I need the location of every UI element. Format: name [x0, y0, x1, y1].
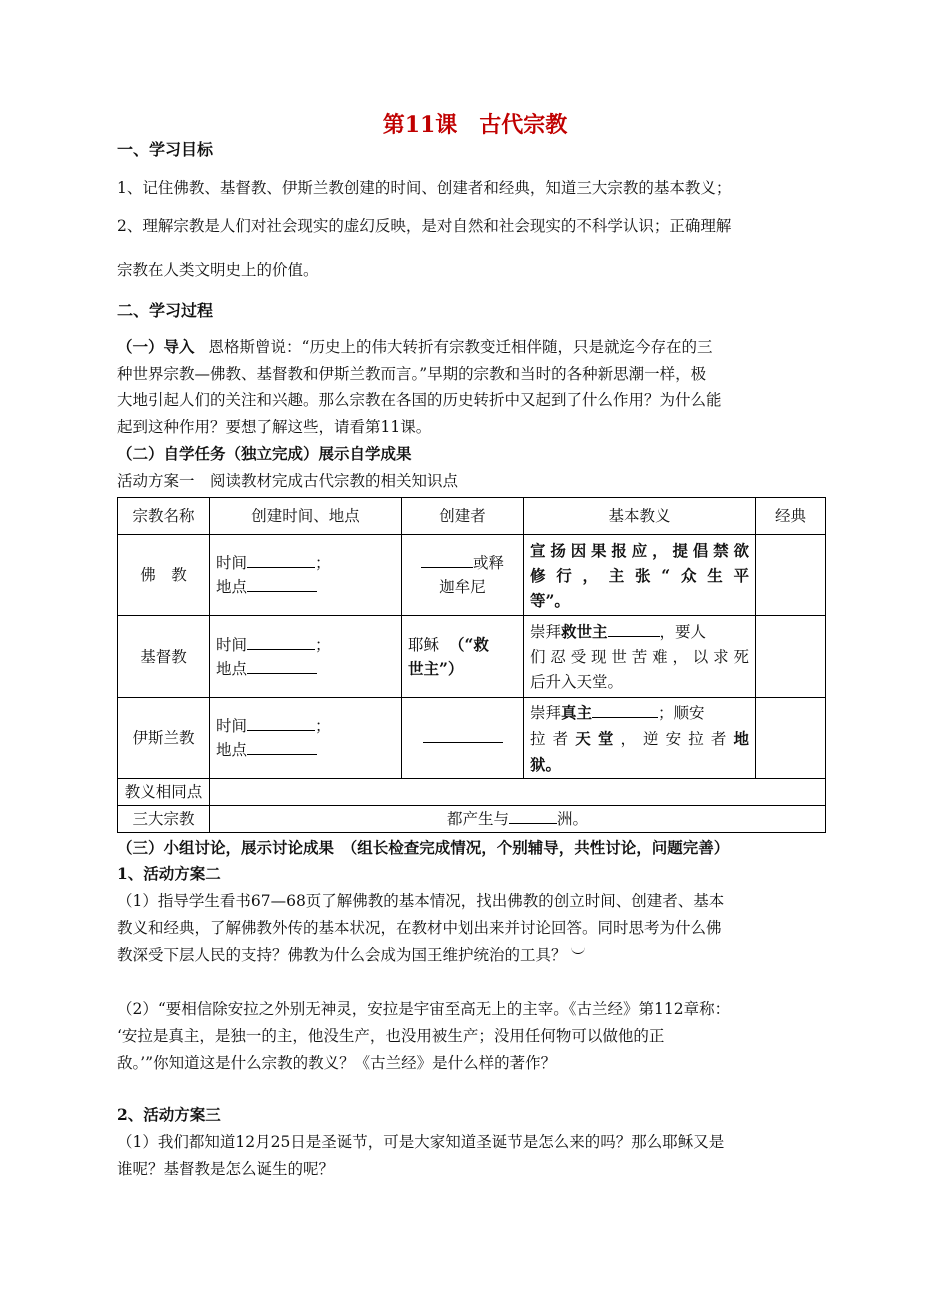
scripture-buddhism[interactable] [756, 535, 826, 616]
task-heading: （二）自学任务（独立完成）展示自学成果 [117, 444, 412, 463]
intro-line-2: 种世界宗教—佛教、基督教和伊斯兰教而言。”早期的宗教和当时的各种新思潮一样，极 [117, 365, 707, 383]
goal-item-2-line2: 宗教在人类文明史上的价值。 [117, 261, 319, 279]
founder-islam [402, 698, 524, 779]
time-label: 时间 [216, 554, 248, 572]
goal-item-2-line1: 2、理解宗教是人们对社会现实的虚幻反映，是对自然和社会现实的不科学认识；正确理解 [117, 217, 732, 235]
religion-name-buddhism: 佛 教 [118, 535, 210, 616]
activity-3-heading: 2、活动方案三 [117, 1105, 221, 1124]
scripture-islam[interactable] [756, 698, 826, 779]
religion-table [117, 497, 826, 833]
q1-line-3: 教深受下层人民的支持？佛教为什么会成为国王维护统治的工具？ [117, 945, 585, 965]
table-row-islam [118, 698, 826, 779]
header-doctrine: 基本教义 [524, 498, 756, 535]
doctrine-buddhism: 宣扬因果报应，提倡禁欲 修行，主张“众生平 等”。 [524, 535, 756, 616]
time-place-buddhism: 时间 ； 地点 [210, 535, 402, 616]
doctrine-blank[interactable] [608, 620, 660, 637]
founder-buddhism: 或释 迦牟尼 [402, 535, 524, 616]
q2-line-2: ‘安拉是真主，是独一的主，他没生产，也没用被生产；没用任何物可以做他的正 [117, 1027, 665, 1045]
header-religion-name: 宗教名称 [118, 498, 210, 535]
page-title: 第11课 古代宗教 [382, 112, 568, 138]
intro-line-3: 大地引起人们的关注和兴趣。那么宗教在各国的历史转折中又起到了什么作用？为什么能 [117, 391, 722, 409]
q1-line-2: 教义和经典，了解佛教外传的基本状况，在教材中划出来并讨论回答。同时思考为什么佛 [117, 919, 722, 937]
table-header-row [118, 498, 826, 535]
smile-mark-icon [571, 947, 585, 954]
q3-line-1: （1）我们都知道12月25日是圣诞节，可是大家知道圣诞节是怎么来的吗？那么耶稣又是 [117, 1133, 725, 1151]
activity-1-label: 活动方案一 阅读教材完成古代宗教的相关知识点 [117, 472, 459, 490]
doctrine-islam: 崇拜真主 ；顺安 拉者天堂，逆安拉者地 狱。 [524, 698, 756, 779]
common-answer[interactable] [210, 779, 826, 806]
place-blank[interactable] [247, 575, 317, 592]
table-row-christianity [118, 616, 826, 698]
table-row-buddhism [118, 535, 826, 616]
q1-line-1: （1）指导学生看书67—68页了解佛教的基本情况，找出佛教的创立时间、创建者、基本 [117, 892, 725, 910]
time-blank[interactable] [247, 551, 315, 568]
three-answer: 都产生与 洲。 [210, 806, 826, 833]
table-row-three [118, 806, 826, 833]
place-blank[interactable] [247, 738, 317, 755]
continent-blank[interactable] [509, 807, 557, 824]
intro-text-1: 恩格斯曾说：“历史上的伟大转折有宗教变迁相伴随，只是就迄今存在的三 [208, 338, 713, 356]
intro-line-4: 起到这种作用？要想了解这些，请看第11课。 [117, 418, 432, 436]
scripture-christianity[interactable] [756, 616, 826, 698]
header-scripture: 经典 [756, 498, 826, 535]
common-label: 教义相同点 [118, 779, 210, 806]
goal-item-1: 1、记住佛教、基督教、伊斯兰教创建的时间、创建者和经典，知道三大宗教的基本教义； [117, 179, 732, 197]
religion-name-christianity: 基督教 [118, 616, 210, 698]
time-place-islam: 时间 ； 地点 [210, 698, 402, 779]
founder-christianity: 耶稣 （“救 世主”） [402, 616, 524, 698]
q3-line-2: 谁呢？基督教是怎么诞生的呢？ [117, 1160, 335, 1178]
activity-2-heading: 1、活动方案二 [117, 864, 221, 883]
intro-label: （一）导入 [117, 337, 195, 356]
place-blank[interactable] [247, 657, 317, 674]
q2-line-3: 敌。’”你知道这是什么宗教的教义？《古兰经》是什么样的著作？ [117, 1054, 557, 1072]
religion-name-islam: 伊斯兰教 [118, 698, 210, 779]
place-label: 地点 [216, 578, 248, 596]
q2-line-1: （2）“要相信除安拉之外别无神灵，安拉是宇宙至高无上的主宰。《古兰经》第112章称： [117, 1000, 731, 1018]
founder-blank[interactable] [421, 551, 473, 568]
table-row-common [118, 779, 826, 806]
time-blank[interactable] [247, 714, 315, 731]
section-heading-goals: 一、学习目标 [117, 140, 214, 159]
section-heading-process: 二、学习过程 [117, 301, 214, 320]
discussion-heading: （三）小组讨论，展示讨论成果 （组长检查完成情况，个别辅导，共性讨论，问题完善） [117, 838, 730, 857]
header-time-place: 创建时间、地点 [210, 498, 402, 535]
header-founder: 创建者 [402, 498, 524, 535]
doctrine-blank[interactable] [592, 701, 658, 718]
three-label: 三大宗教 [118, 806, 210, 833]
doctrine-christianity: 崇拜救世主 ，要人 们忍受现世苦难，以求死 后升入天堂。 [524, 616, 756, 698]
time-place-christianity: 时间 ； 地点 [210, 616, 402, 698]
intro-line-1 [117, 337, 712, 357]
founder-blank[interactable] [423, 726, 503, 743]
time-blank[interactable] [247, 633, 315, 650]
